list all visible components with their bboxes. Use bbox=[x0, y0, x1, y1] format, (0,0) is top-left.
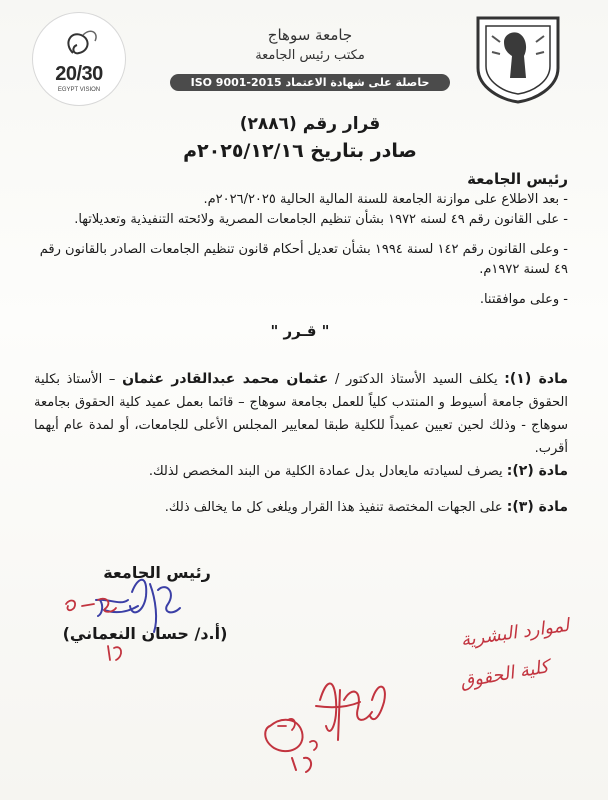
iso-text: حاصلة على شهادة الاعتماد ISO 9001-2015 bbox=[190, 76, 430, 89]
vision-number: 20/30 bbox=[55, 63, 103, 85]
article-label: مادة (٢): bbox=[506, 463, 568, 479]
decision-date: صادر بتاريخ ٢٠٢٥/١٢/١٦م bbox=[183, 140, 417, 162]
article-text: – الأستاذ بكلية الحقوق جامعة أسيوط و المنتدب كلياً للعمل بجامعة سوهاج – قائما بعمل عميد كلية الحقوق بجامعة سوهاج - وذلك لحين تعيين عميداً للكلية طبقا لمعايير المجلس الأعلى للجامعات، أو لمدة عام أيهما أقرب. bbox=[34, 372, 568, 456]
decide-heading: " قـرر " bbox=[270, 322, 330, 340]
article-text: يكلف السيد الأستاذ الدكتور / bbox=[334, 372, 498, 387]
signature-name: (أ.د/ حسان النعماني) bbox=[62, 624, 228, 643]
preamble-item: - على القانون رقم ٤٩ لسنه ١٩٧٢ بشأن تنظيم الجامعات المصرية ولائحته التنفيذية وتعديلاتها. bbox=[74, 212, 568, 227]
article-label: مادة (١): bbox=[504, 371, 568, 387]
vision-sub: EGYPT VISION bbox=[57, 87, 101, 93]
appointee-name: عثمان محمد عبدالقادر عثمان bbox=[122, 371, 329, 387]
university-name: جامعة سوهاج bbox=[267, 26, 353, 44]
red-signature-icon bbox=[265, 683, 385, 772]
preamble-president: رئيس الجامعة bbox=[467, 170, 568, 188]
article-text: على الجهات المختصة تنفيذ هذا القرار ويلغى كل ما يخالف ذلك. bbox=[164, 500, 503, 515]
signature-title: رئيس الجامعة bbox=[103, 563, 211, 582]
preamble-item: - وعلى القانون رقم ١٤٢ لسنة ١٩٩٤ بشأن تعديل أحكام قانون تنظيم الجامعات الصادر بالقانون رقم ٤٩ لسنة ١٩٧٢م. bbox=[39, 242, 568, 277]
handwritten-note-faculty: كلية الحقوق bbox=[458, 656, 551, 693]
decision-number: قرار رقم (٢٨٨٦) bbox=[239, 114, 381, 134]
handwritten-note-hr: لموارد البشرية bbox=[459, 614, 571, 651]
office-name: مكتب رئيس الجامعة bbox=[255, 48, 365, 63]
article-label: مادة (٣): bbox=[506, 499, 568, 515]
article-text: يصرف لسيادته مايعادل بدل عمادة الكلية من البند المخصص لذلك. bbox=[148, 464, 503, 479]
preamble-item: - بعد الاطلاع على موازنة الجامعة للسنة المالية الحالية ٢٠٢٦/٢٠٢٥م. bbox=[203, 192, 568, 207]
preamble-item: - وعلى موافقتنا. bbox=[479, 292, 568, 307]
red-date-mark-icon bbox=[66, 599, 121, 660]
